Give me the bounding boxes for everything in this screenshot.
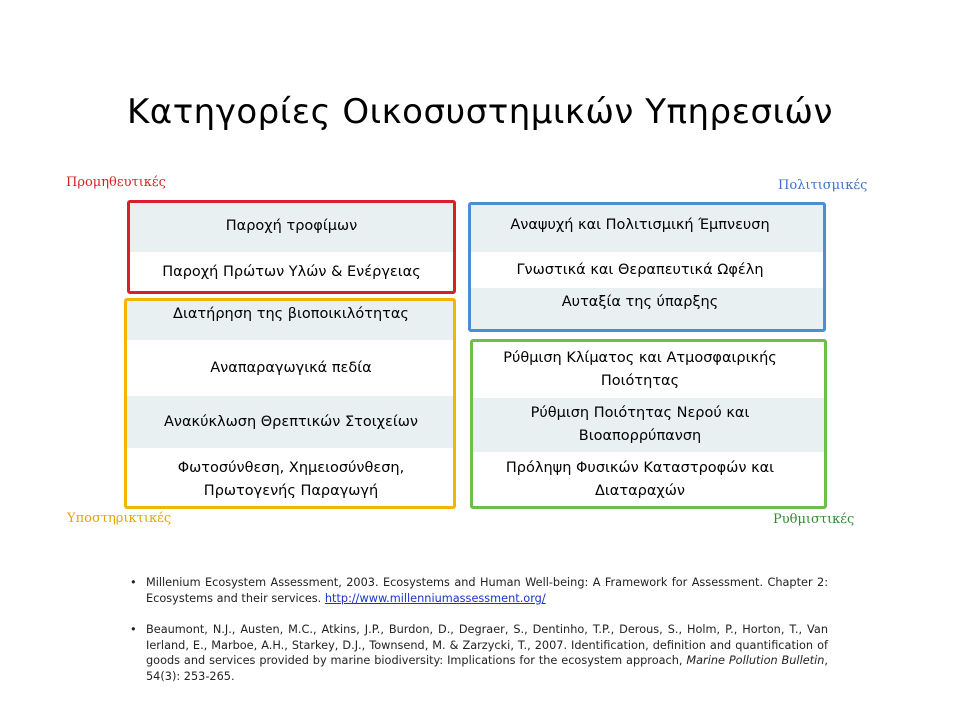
regulating-item-climate: Ρύθμιση Κλίματος και Ατμοσφαιρικής Ποιότητας bbox=[503, 350, 777, 389]
cultural-item-recreation: Αναψυχή και Πολιτισμική Έμπνευση bbox=[510, 216, 770, 233]
category-label-cultural: Πολιτισμικές bbox=[778, 178, 868, 193]
category-label-regulating: Ρυθμιστικές bbox=[773, 512, 855, 527]
regulating-frame bbox=[470, 339, 827, 509]
category-label-supporting: Υποστηρικτικές bbox=[67, 511, 172, 526]
provisioning-item-raw-materials: Παροχή Πρώτων Υλών & Ενέργειας bbox=[162, 263, 421, 280]
provisioning-item-food: Παροχή τροφίμων bbox=[225, 217, 358, 234]
reference-item bbox=[130, 575, 828, 606]
reference-tail: , 54(3): 253-265. bbox=[146, 654, 828, 683]
reference-link[interactable]: http://www.millenniumassessment.org/ bbox=[324, 591, 546, 605]
supporting-frame bbox=[124, 298, 456, 509]
cultural-item-cognitive-benefits: Γνωστικά και Θεραπευτικά Ωφέλη bbox=[516, 261, 764, 278]
page-title: Κατηγορίες Οικοσυστημικών Υπηρεσιών bbox=[127, 92, 833, 132]
category-label-provisioning: Προμηθευτικές bbox=[66, 175, 166, 190]
regulating-item-disaster-prevention: Πρόληψη Φυσικών Καταστροφών και Διαταραχών bbox=[505, 460, 775, 499]
supporting-item-breeding-grounds: Αναπαραγωγικά πεδία bbox=[210, 359, 372, 376]
cultural-frame bbox=[468, 202, 826, 332]
reference-journal: Marine Pollution Bulletin bbox=[686, 654, 825, 668]
bullet: • bbox=[130, 576, 137, 589]
bullet: • bbox=[130, 623, 137, 637]
references bbox=[130, 575, 828, 701]
supporting-item-primary-production: Φωτοσύνθεση, Χημειοσύνθεση, Πρωτογενής Παραγωγή bbox=[177, 460, 405, 499]
reference-item bbox=[130, 622, 828, 684]
supporting-item-nutrient-cycling: Ανακύκλωση Θρεπτικών Στοιχείων bbox=[163, 413, 419, 430]
regulating-item-water-quality: Ρύθμιση Ποιότητας Νερού και Βιοαπορρύπανση bbox=[530, 405, 750, 444]
provisioning-frame bbox=[127, 200, 456, 294]
reference-text: Millenium Ecosystem Assessment, 2003. Ecosystems and Human Well-being: A Framework for Assessment. Chapter 2: Ecosystems and their services. bbox=[146, 576, 828, 605]
reference-text: Beaumont, N.J., Austen, M.C., Atkins, J.P., Burdon, D., Degraer, S., Dentinho, T.P., Derous, S., Holm, P., Horton, T., Van Ierland, E., Marboe, A.H., Starkey, D.J., Townsend, M. & Zarzycki, T., 2007. Identification, definition and quantification of goods and services provided by marine biodiversity: Implications for the ecosystem approach, bbox=[146, 623, 828, 668]
supporting-item-biodiversity: Διατήρηση της βιοποικιλότητας bbox=[173, 305, 409, 322]
cultural-item-existence-value: Αυταξία της ύπαρξης bbox=[561, 293, 719, 310]
